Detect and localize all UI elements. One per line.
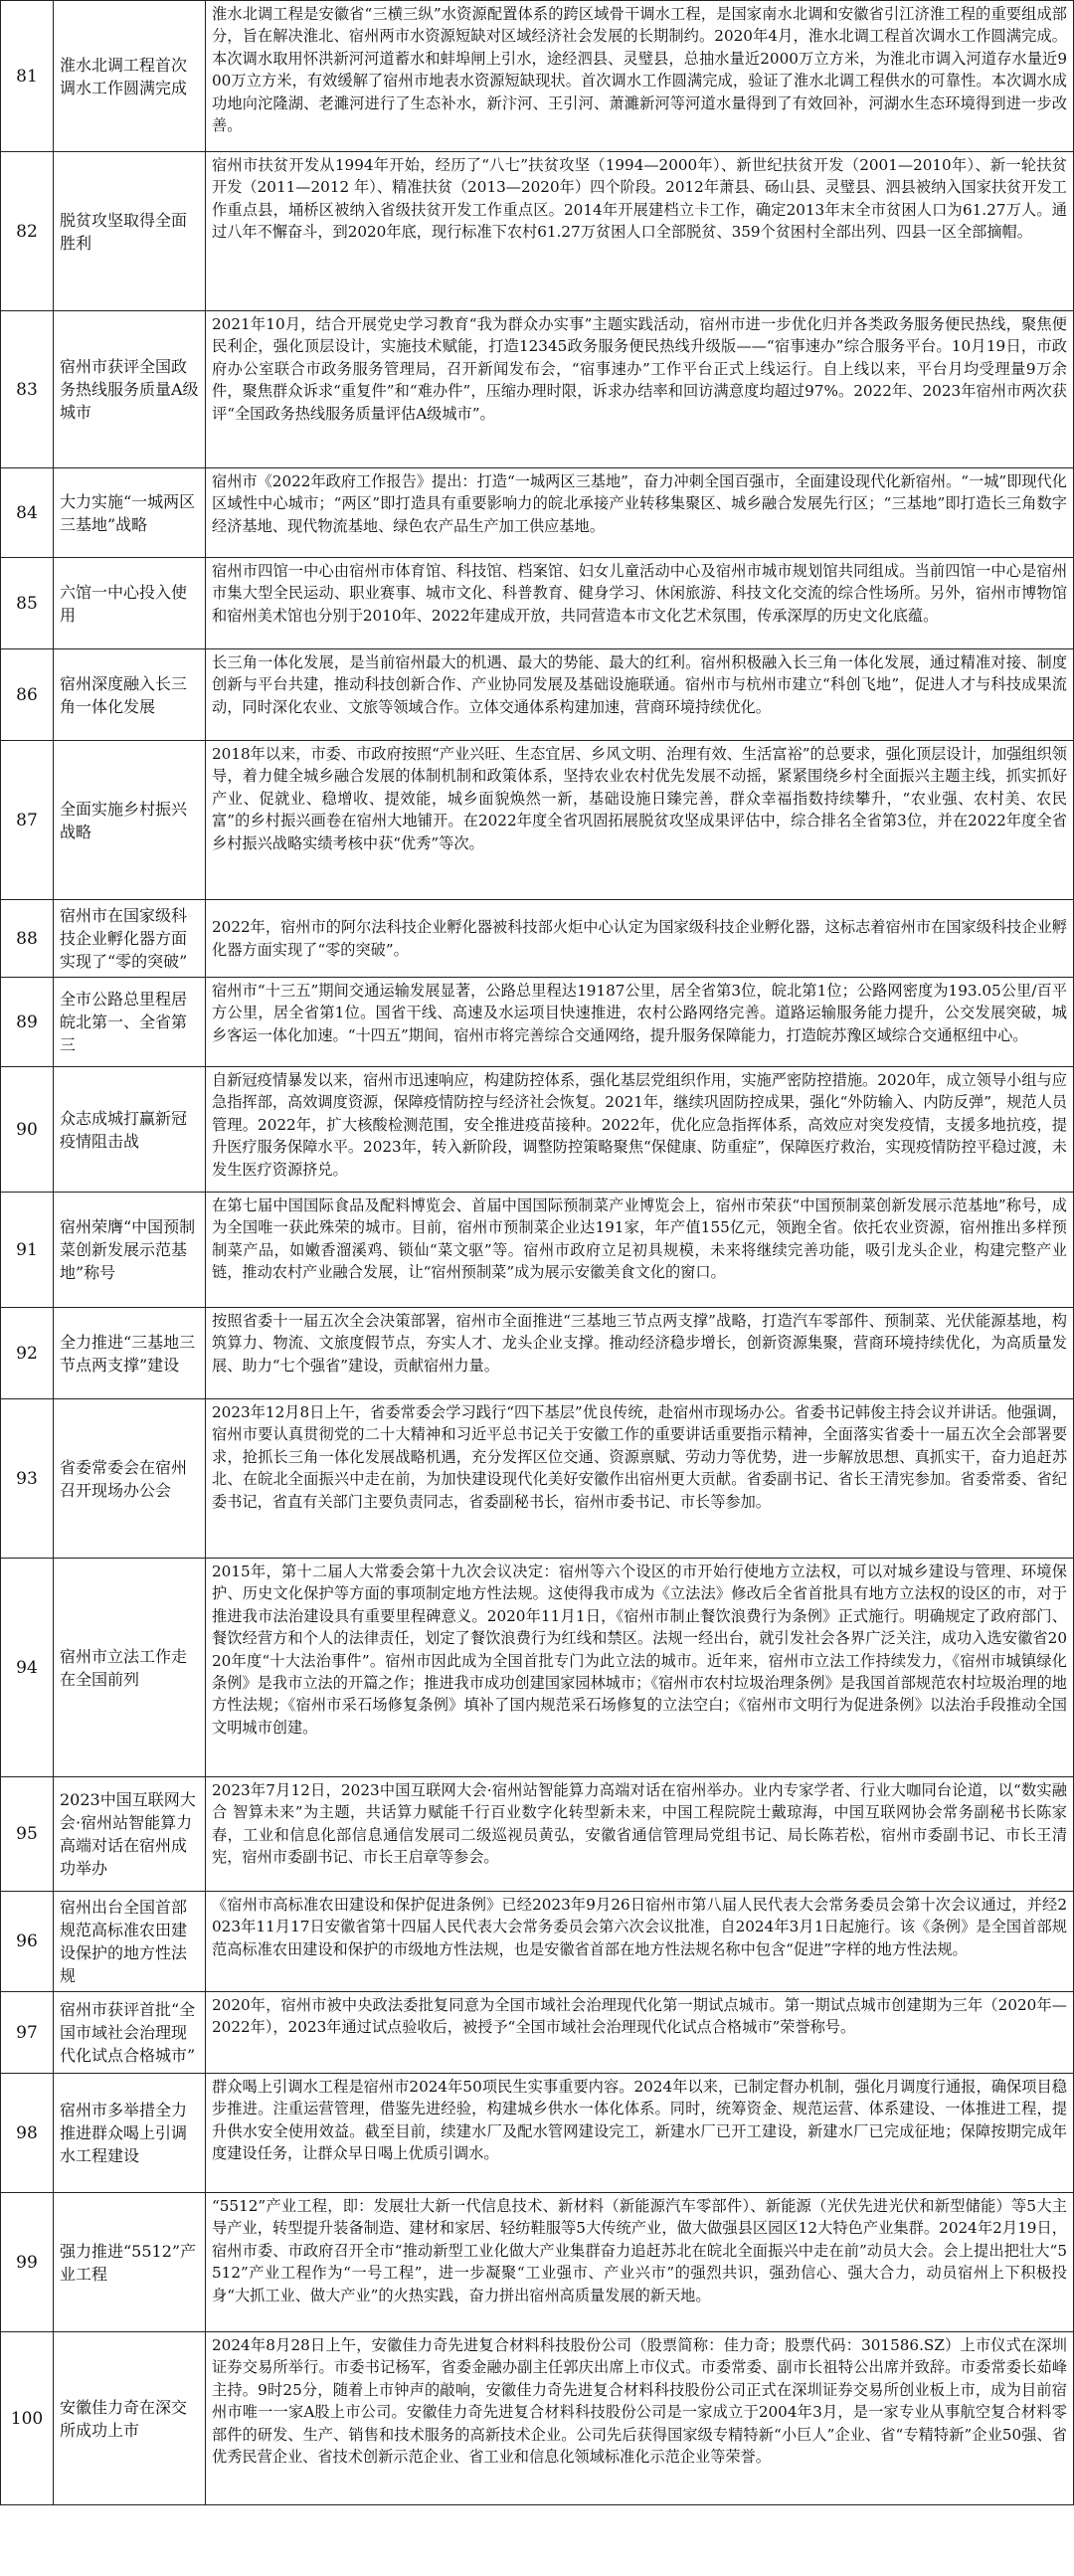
row-title: 宿州市获评全国政务热线服务质量A级城市	[54, 311, 206, 468]
row-number: 96	[1, 1892, 54, 1992]
row-title: 脱贫攻坚取得全面胜利	[54, 152, 206, 311]
row-number: 83	[1, 311, 54, 468]
row-title: 宿州市获评首批“全国市域社会治理现代化试点合格城市”	[54, 1992, 206, 2074]
table-row	[1, 649, 1074, 741]
table-row	[1, 468, 1074, 558]
row-title: 宿州市立法工作走在全国前列	[54, 1559, 206, 1777]
row-number: 88	[1, 900, 54, 978]
row-number: 93	[1, 1399, 54, 1559]
row-description: 2018年以来，市委、市政府按照“产业兴旺、生态宜居、乡风文明、治理有效、生活富裕”的总要求，强化顶层设计，加强组织领导，着力健全城乡融合发展的体制机制和政策体系，坚持农业农村优先发展不动摇，紧紧围绕乡村全面振兴主题主线，抓实抓好产业、促就业、稳增收、提效能，城乡面貌焕然一新，基础设施日臻完善，群众幸福指数持续攀升，“农业强、农村美、农民富”的乡村振兴画卷在宿州大地铺开。在2022年度全省巩固拓展脱贫攻坚成果评估中，综合排名全省第3位，并在2022年度全省乡村振兴战略实绩考核中获“优秀”等次。	[206, 741, 1074, 900]
table-row	[1, 2332, 1074, 2505]
row-description: 2023年12月8日上午，省委常委会学习践行“四下基层”优良传统，赴宿州市现场办公。省委书记韩俊主持会议并讲话。他强调，宿州市要认真贯彻党的二十大精神和习近平总书记关于安徽工作的重要讲话重要指示精神，全面落实省委十一届五次全会部署要求，抢抓长三角一体化发展战略机遇，充分发挥区位交通、资源禀赋、劳动力等优势，进一步解放思想、真抓实干，奋力追赶苏北、在皖北全面振兴中走在前，为加快建设现代化美好安徽作出宿州更大贡献。省委副书记、省长王清宪参加。省委常委、省纪委书记，省直有关部门主要负责同志，省委副秘书长，宿州市委书记、市长等参加。	[206, 1399, 1074, 1559]
row-title: 省委常委会在宿州召开现场办公会	[54, 1399, 206, 1559]
row-description: 2022年，宿州市的阿尔法科技企业孵化器被科技部火炬中心认定为国家级科技企业孵化器，这标志着宿州市在国家级科技企业孵化器方面实现了“零的突破”。	[206, 900, 1074, 978]
table-row	[1, 1992, 1074, 2074]
row-number: 90	[1, 1067, 54, 1193]
table-row	[1, 1559, 1074, 1777]
row-number: 82	[1, 152, 54, 311]
table-row	[1, 741, 1074, 900]
row-title: 全市公路总里程居皖北第一、全省第三	[54, 978, 206, 1067]
row-number: 81	[1, 1, 54, 152]
table-row	[1, 1892, 1074, 1992]
table-row	[1, 311, 1074, 468]
row-number: 97	[1, 1992, 54, 2074]
row-title: 宿州出台全国首部规范高标准农田建设保护的地方性法规	[54, 1892, 206, 1992]
row-title: 众志成城打赢新冠疫情阻击战	[54, 1067, 206, 1193]
table-row	[1, 152, 1074, 311]
row-title: 六馆一中心投入使用	[54, 558, 206, 649]
row-number: 84	[1, 468, 54, 558]
row-description: 2015年，第十二届人大常委会第十九次会议决定：宿州等六个设区的市开始行使地方立法权，可以对城乡建设与管理、环境保护、历史文化保护等方面的事项制定地方性法规。这使得我市成为《立法法》修改后全省首批具有地方立法权的设区的市，对于推进我市法治建设具有重要里程碑意义。2020年11月1日，《宿州市制止餐饮浪费行为条例》正式施行。明确规定了政府部门、餐饮经营方和个人的法律责任，划定了餐饮浪费行为红线和禁区。法规一经出台，就引发社会各界广泛关注，成功入选安徽省2020年度“十大法治事件”。宿州市因此成为全国首批专门为此立法的城市。近年来，宿州市立法工作持续发力，《宿州市城镇绿化条例》是我市立法的开篇之作；推进我市成功创建国家园林城市；《宿州市农村垃圾治理条例》是我国首部规范农村垃圾治理的地方性法规；《宿州市采石场修复条例》填补了国内规范采石场修复的立法空白；《宿州市文明行为促进条例》以法治手段推动全国文明城市创建。	[206, 1559, 1074, 1777]
row-description: 2021年10月，结合开展党史学习教育“我为群众办实事”主题实践活动，宿州市进一步优化归并各类政务服务便民热线，聚焦便民利企，强化顶层设计，实施技术赋能，打造12345政务服务便民热线升级版——“宿事速办”综合服务平台。10月19日，市政府办公室联合市政务服务管理局，召开新闻发布会，“宿事速办”工作平台正式上线运行。自上线以来，平台月均受理量9万余件，聚焦群众诉求“重复件”和“难办件”，压缩办理时限，诉求办结率和回访满意度均超过97%。2022年、2023年宿州市两次获评“全国政务热线服务质量评估A级城市”。	[206, 311, 1074, 468]
table-row	[1, 1399, 1074, 1559]
row-description: 《宿州市高标准农田建设和保护促进条例》已经2023年9月26日宿州市第八届人民代表大会常务委员会第十次会议通过，并经2023年11月17日安徽省第十四届人民代表大会常务委员会第六次会议批准，自2024年3月1日起施行。该《条例》是全国首部规范高标准农田建设和保护的市级地方性法规，也是安徽省首部在地方性法规名称中包含“促进”字样的地方性法规。	[206, 1892, 1074, 1992]
row-description: 长三角一体化发展，是当前宿州最大的机遇、最大的势能、最大的红利。宿州积极融入长三角一体化发展，通过精准对接、制度创新与平台共建，推动科技创新合作、产业协同发展及基础设施联通。宿州市与杭州市建立“科创飞地”，促进人才与科技成果流动，同时深化农业、文旅等领域合作。立体交通体系构建加速，营商环境持续优化。	[206, 649, 1074, 741]
row-number: 89	[1, 978, 54, 1067]
row-number: 85	[1, 558, 54, 649]
row-description: 淮水北调工程是安徽省“三横三纵”水资源配置体系的跨区域骨干调水工程，是国家南水北调和安徽省引江济淮工程的重要组成部分，旨在解决淮北、宿州两市水资源短缺对区域经济社会发展的长期制约。2020年4月，淮水北调工程首次调水工作圆满完成。本次调水取用怀洪新河河道蓄水和蚌埠闸上引水，途经泗县、灵璧县，总抽水量近2000万立方米，为淮北市调入河道存水量近900万立方米，有效缓解了宿州市地表水资源短缺现状。首次调水工作圆满完成，验证了淮水北调工程供水的可靠性。本次调水成功地向沱隆湖、老濉河进行了生态补水，新汴河、王引河、萧濉新河等河道水量得到了有效回补，河湖水生态环境得到进一步改善。	[206, 1, 1074, 152]
row-description: 按照省委十一届五次全会决策部署，宿州市全面推进“三基地三节点两支撑”战略，打造汽车零部件、预制菜、光伏能源基地，构筑算力、物流、文旅度假节点，夯实人才、龙头企业支撑。推动经济稳步增长，创新资源集聚，营商环境持续优化，为高质量发展、助力“七个强省”建设，贡献宿州力量。	[206, 1308, 1074, 1399]
table-row	[1, 1193, 1074, 1308]
row-description: “5512”产业工程，即：发展壮大新一代信息技术、新材料（新能源汽车零部件）、新能源（光伏先进光伏和新型储能）等5大主导产业，转型提升装备制造、建材和家居、轻纺鞋服等5大传统产业，做大做强县区园区12大特色产业集群。2024年2月19日，宿州市委、市政府召开全市“推动新型工业化做大产业集群奋力追赶苏北在皖北全面振兴中走在前”动员大会。会上提出把壮大“5512”产业工程作为“一号工程”，进一步凝聚“工业强市、产业兴市”的强烈共识，强劲信心、强大合力，动员宿州上下积极投身“大抓工业、做大产业”的火热实践，奋力拼出宿州高质量发展的新天地。	[206, 2193, 1074, 2332]
row-title: 全面实施乡村振兴战略	[54, 741, 206, 900]
row-title: 2023中国互联网大会·宿州站智能算力高端对话在宿州成功举办	[54, 1777, 206, 1892]
table-row	[1, 1, 1074, 152]
row-title: 宿州荣膺“中国预制菜创新发展示范基地”称号	[54, 1193, 206, 1308]
table-row	[1, 900, 1074, 978]
row-description: 2024年8月28日上午，安徽佳力奇先进复合材料科技股份公司（股票简称：佳力奇；股票代码：301586.SZ）上市仪式在深圳证券交易所举行。市委书记杨军，省委金融办副主任郭庆出席上市仪式。市委常委、副市长祖特公出席并致辞。市委常委长茹峰主持。9时25分，随着上市钟声的敲响，安徽佳力奇先进复合材料科技股份公司正式在深圳证券交易所创业板上市，成为目前宿州市唯一一家A股上市公司。安徽佳力奇先进复合材料科技股份公司是一家成立于2004年3月，是一家专业从事航空复合材料零部件的研发、生产、销售和技术服务的高新技术企业。公司先后获得国家级专精特新“小巨人”企业、省“专精特新”企业50强、省优秀民营企业、省技术创新示范企业、省工业和信息化领域标准化示范企业等荣誉。	[206, 2332, 1074, 2505]
row-description: 2023年7月12日，2023中国互联网大会·宿州站智能算力高端对话在宿州举办。业内专家学者、行业大咖同台论道，以“数实融合 智算未来”为主题，共话算力赋能千行百业数字化转型新未来，中国工程院院士戴琼海，中国互联网协会常务副秘书长陈家春，工业和信息化部信息通信发展司二级巡视员黄弘，安徽省通信管理局党组书记、局长陈若松，宿州市委副书记、市长王清宪，宿州市委副书记、市长王启章等参会。	[206, 1777, 1074, 1892]
row-title: 宿州深度融入长三角一体化发展	[54, 649, 206, 741]
table-row	[1, 2193, 1074, 2332]
row-description: 自新冠疫情暴发以来，宿州市迅速响应，构建防控体系，强化基层党组织作用，实施严密防控措施。2020年，成立领导小组与应急指挥部，高效调度资源，保障疫情防控与经济社会恢复。2021年，继续巩固防控成果，强化“外防输入、内防反弹”，规范人员管理。2022年，扩大核酸检测范围，安全推进疫苗接种。2022年，优化应急指挥体系，高效应对突发疫情，支援多地抗疫，提升医疗服务保障水平。2023年，转入新阶段，调整防控策略聚焦“保健康、防重症”，保障医疗救治，实现疫情防控平稳过渡，未发生医疗资源挤兑。	[206, 1067, 1074, 1193]
table-row	[1, 2074, 1074, 2193]
row-title: 淮水北调工程首次调水工作圆满完成	[54, 1, 206, 152]
row-number: 94	[1, 1559, 54, 1777]
row-number: 95	[1, 1777, 54, 1892]
row-description: 2020年，宿州市被中央政法委批复同意为全国市域社会治理现代化第一期试点城市。第一期试点城市创建期为三年（2020年—2022年），2023年通过试点验收后，被授予“全国市域社会治理现代化试点合格城市”荣誉称号。	[206, 1992, 1074, 2074]
row-description: 宿州市“十三五”期间交通运输发展显著，公路总里程达19187公里，居全省第3位，皖北第1位；公路网密度为193.05公里/百平方公里，居全省第1位。国省干线、高速及水运项目快速推进，农村公路网络完善。道路运输服务能力提升，公交发展突破，城乡客运一体化加速。“十四五”期间，宿州市将完善综合交通网络，提升服务保障能力，打造皖苏豫区域综合交通枢纽中心。	[206, 978, 1074, 1067]
row-description: 群众喝上引调水工程是宿州市2024年50项民生实事重要内容。2024年以来，已制定督办机制，强化月调度行通报，确保项目稳步推进。注重运营管理，借鉴先进经验，构建城乡供水一体化体系。同时，统筹资金、规范运营、体系建设、一体推进工程，提升供水安全使用效益。截至目前，续建水厂及配水管网建设完工，新建水厂已开工建设，新建水厂已完成征地；保障按期完成年度建设任务，让群众早日喝上优质引调水。	[206, 2074, 1074, 2193]
row-number: 98	[1, 2074, 54, 2193]
row-title: 大力实施“一城两区三基地”战略	[54, 468, 206, 558]
row-description: 宿州市四馆一中心由宿州市体育馆、科技馆、档案馆、妇女儿童活动中心及宿州市城市规划馆共同组成。当前四馆一中心是宿州市集大型全民运动、职业赛事、城市文化、科普教育、健身学习、休闲旅游、科技文化交流的综合性场所。另外，宿州市博物馆和宿州美术馆也分别于2010年、2022年建成开放，共同营造本市文化艺术氛围，传承深厚的历史文化底蕴。	[206, 558, 1074, 649]
row-description: 在第七届中国国际食品及配料博览会、首届中国国际预制菜产业博览会上，宿州市荣获“中国预制菜创新发展示范基地”称号，成为全国唯一获此殊荣的城市。目前，宿州市预制菜企业达191家，年产值155亿元，领跑全省。依托农业资源，宿州推出多样预制菜产品，如嫩香溜溪鸡、锁仙“菜文驱”等。宿州市政府立足初具规模，未来将继续完善功能，吸引龙头企业，构建完整产业链，推动农村产业融合发展，让“宿州预制菜”成为展示安徽美食文化的窗口。	[206, 1193, 1074, 1308]
row-title: 安徽佳力奇在深交所成功上市	[54, 2332, 206, 2505]
row-description: 宿州市《2022年政府工作报告》提出：打造“一城两区三基地”，奋力冲刺全国百强市，全面建设现代化新宿州。“一城”即现代化区域性中心城市；“两区”即打造具有重要影响力的皖北承接产业转移集聚区、城乡融合发展先行区；“三基地”即打造长三角数字经济基地、现代物流基地、绿色农产品生产加工供应基地。	[206, 468, 1074, 558]
table-row	[1, 1777, 1074, 1892]
row-title: 宿州市多举措全力推进群众喝上引调水工程建设	[54, 2074, 206, 2193]
table-row	[1, 1067, 1074, 1193]
row-number: 86	[1, 649, 54, 741]
table-row	[1, 978, 1074, 1067]
row-title: 全力推进“三基地三节点两支撑”建设	[54, 1308, 206, 1399]
row-number: 87	[1, 741, 54, 900]
table-row	[1, 558, 1074, 649]
row-number: 99	[1, 2193, 54, 2332]
row-number: 100	[1, 2332, 54, 2505]
row-description: 宿州市扶贫开发从1994年开始，经历了“八七”扶贫攻坚（1994—2000年）、新世纪扶贫开发（2001—2010年）、新一轮扶贫开发（2011—2012 年）、精准扶贫（2013—2020年）四个阶段。2012年萧县、砀山县、灵璧县、泗县被纳入国家扶贫开发工作重点县，埇桥区被纳入省级扶贫开发工作重点区。2014年开展建档立卡工作，确定2013年末全市贫困人口为61.27万人。通过八年不懈奋斗，到2020年底，现行标准下农村61.27万贫困人口全部脱贫、359个贫困村全部出列、四县一区全部摘帽。	[206, 152, 1074, 311]
row-title: 强力推进“5512”产业工程	[54, 2193, 206, 2332]
row-title: 宿州市在国家级科技企业孵化器方面实现了“零的突破”	[54, 900, 206, 978]
row-number: 91	[1, 1193, 54, 1308]
table-row	[1, 1308, 1074, 1399]
row-number: 92	[1, 1308, 54, 1399]
